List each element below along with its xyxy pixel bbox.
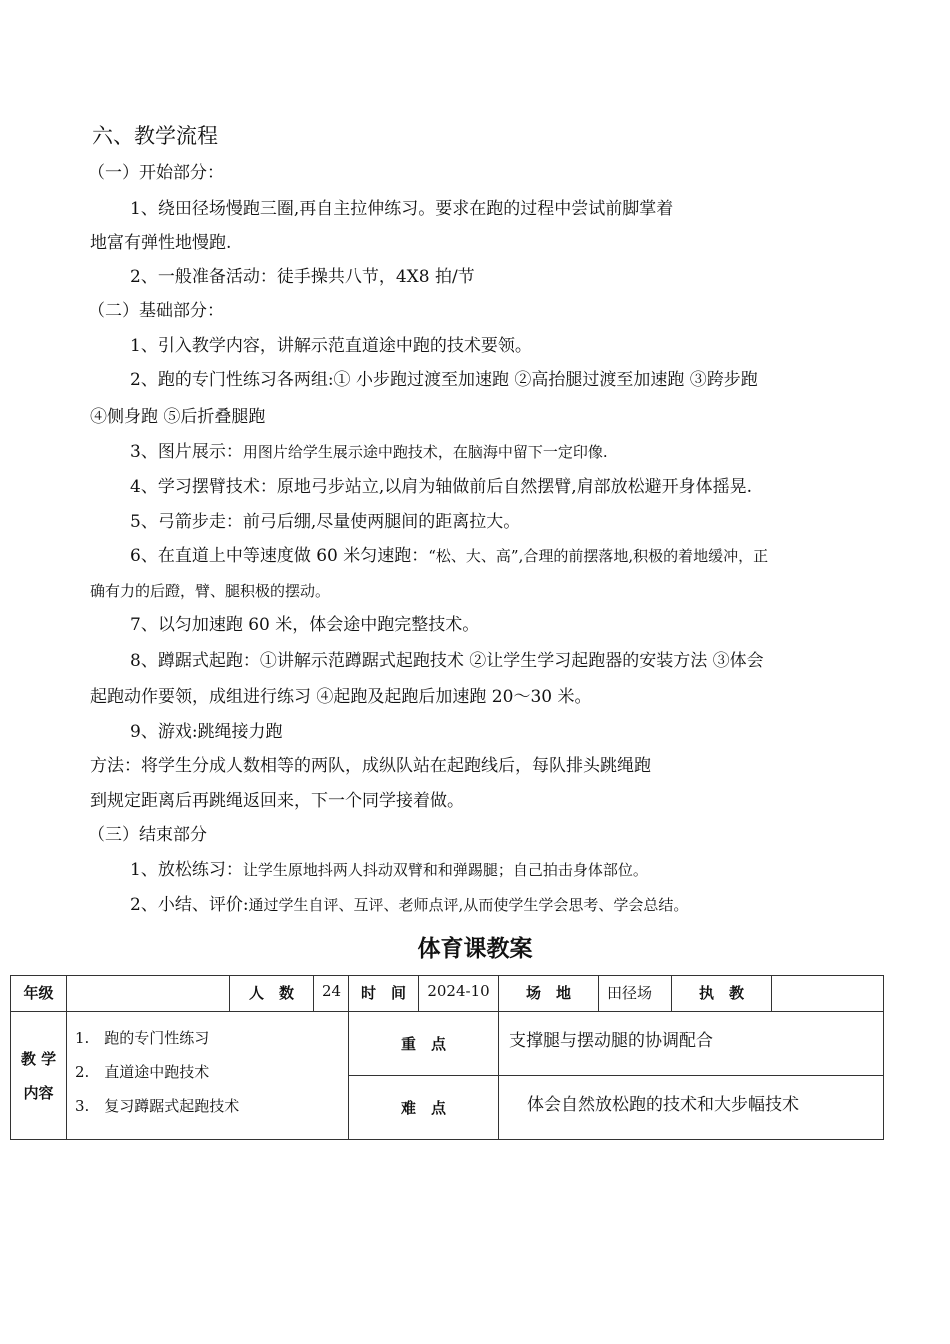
part2-item9: 9、游戏:跳绳接力跑: [130, 722, 283, 742]
part2-item8-line1: 8、蹲踞式起跑：①讲解示范蹲踞式起跑技术 ②让学生学习起跑器的安装方法 ③体会: [130, 651, 764, 671]
part3-title: （三）结束部分: [88, 825, 207, 845]
part2-item3-label: 3、图片展示：: [130, 442, 243, 462]
part1-item2: 2、一般准备活动：徒手操共八节，4X8 拍/节: [130, 267, 475, 287]
key-value: 支撑腿与摆动腿的协调配合: [499, 1012, 884, 1076]
people-value: 24: [314, 976, 349, 1012]
part2-item5: 5、弓箭步走：前弓后绷,尽量使两腿间的距离拉大。: [130, 512, 521, 532]
key-label: 重 点: [349, 1012, 499, 1076]
part2-item4: 4、学习摆臂技术：原地弓步站立,以肩为轴做前后自然摆臂,肩部放松避开身体摇晃.: [130, 477, 753, 497]
content-list: [67, 1012, 349, 1140]
part3-item1-text: 让学生原地抖两人抖动双臂和和弹踢腿；自己拍击身体部位。: [242, 861, 648, 879]
venue-value: 田径场: [599, 976, 672, 1012]
content-label-line2: 内容: [23, 1083, 54, 1102]
content-label-line1: 教 学: [20, 1049, 57, 1068]
part2-item6-line2: 确有力的后蹬，臂、腿积极的摆动。: [90, 582, 331, 600]
game-method-line2: 到规定距离后再跳绳返回来，下一个同学接着做。: [90, 791, 464, 811]
part2-item2-line1: 2、跑的专门性练习各两组:① 小步跑过渡至加速跑 ②高抬腿过渡至加速跑 ③跨步跑: [130, 370, 758, 390]
difficulty-label: 难 点: [349, 1076, 499, 1140]
content-item: 2. 直道途中跑技术: [75, 1063, 210, 1081]
teacher-value: [772, 976, 884, 1012]
part2-item2-line2: ④侧身跑 ⑤后折叠腿跑: [90, 407, 266, 427]
part3-item1: [130, 859, 648, 881]
document-title: 体育课教案: [417, 936, 533, 962]
part1-item1-line2: 地富有弹性地慢跑.: [90, 233, 232, 253]
time-label: 时 间: [349, 976, 419, 1012]
part2-item1: 1、引入教学内容，讲解示范直道途中跑的技术要领。: [130, 336, 532, 356]
section-heading: 六、教学流程: [92, 124, 218, 148]
grade-value: [67, 976, 230, 1012]
difficulty-value: 体会自然放松跑的技术和大步幅技术: [499, 1076, 884, 1140]
part2-item6-text: “松、大、高”,合理的前摆落地,积极的着地缓冲，正: [428, 547, 769, 565]
grade-label: 年级: [11, 976, 67, 1012]
part3-item1-label: 1、放松练习：: [130, 860, 243, 880]
part1-title: （一）开始部分：: [88, 163, 224, 183]
people-label: 人 数: [230, 976, 314, 1012]
part2-item3-text: 用图片给学生展示途中跑技术，在脑海中留下一定印像.: [242, 443, 608, 461]
part2-item6-line1: [130, 545, 768, 567]
part1-item1-line1: 1、绕田径场慢跑三圈,再自主拉伸练习。要求在跑的过程中尝试前脚掌着: [130, 199, 674, 219]
venue-label: 场 地: [499, 976, 599, 1012]
part3-item2-text: 通过学生自评、互评、老师点评,从而使学生学会思考、学会总结。: [248, 896, 689, 914]
part2-item6-label: 6、在直道上中等速度做 60 米匀速跑：: [130, 546, 429, 566]
content-label: [11, 1012, 67, 1140]
game-method-line1: 方法：将学生分成人数相等的两队，成纵队站在起跑线后，每队排头跳绳跑: [90, 756, 651, 776]
part2-item7: 7、以匀加速跑 60 米，体会途中跑完整技术。: [130, 615, 480, 635]
teacher-label: 执 教: [672, 976, 772, 1012]
content-item: 3. 复习蹲踞式起跑技术: [75, 1097, 240, 1115]
part2-title: （二）基础部分：: [88, 301, 224, 321]
lesson-plan-table: [10, 975, 884, 1140]
part3-item2-label: 2、小结、评价:: [130, 895, 249, 915]
part2-item8-line2: 起跑动作要领，成组进行练习 ④起跑及起跑后加速跑 20～30 米。: [90, 687, 592, 707]
part3-item2: [130, 894, 688, 916]
part2-item3: [130, 441, 608, 463]
time-value: 2024-10: [419, 976, 499, 1012]
content-item: 1. 跑的专门性练习: [75, 1029, 210, 1047]
